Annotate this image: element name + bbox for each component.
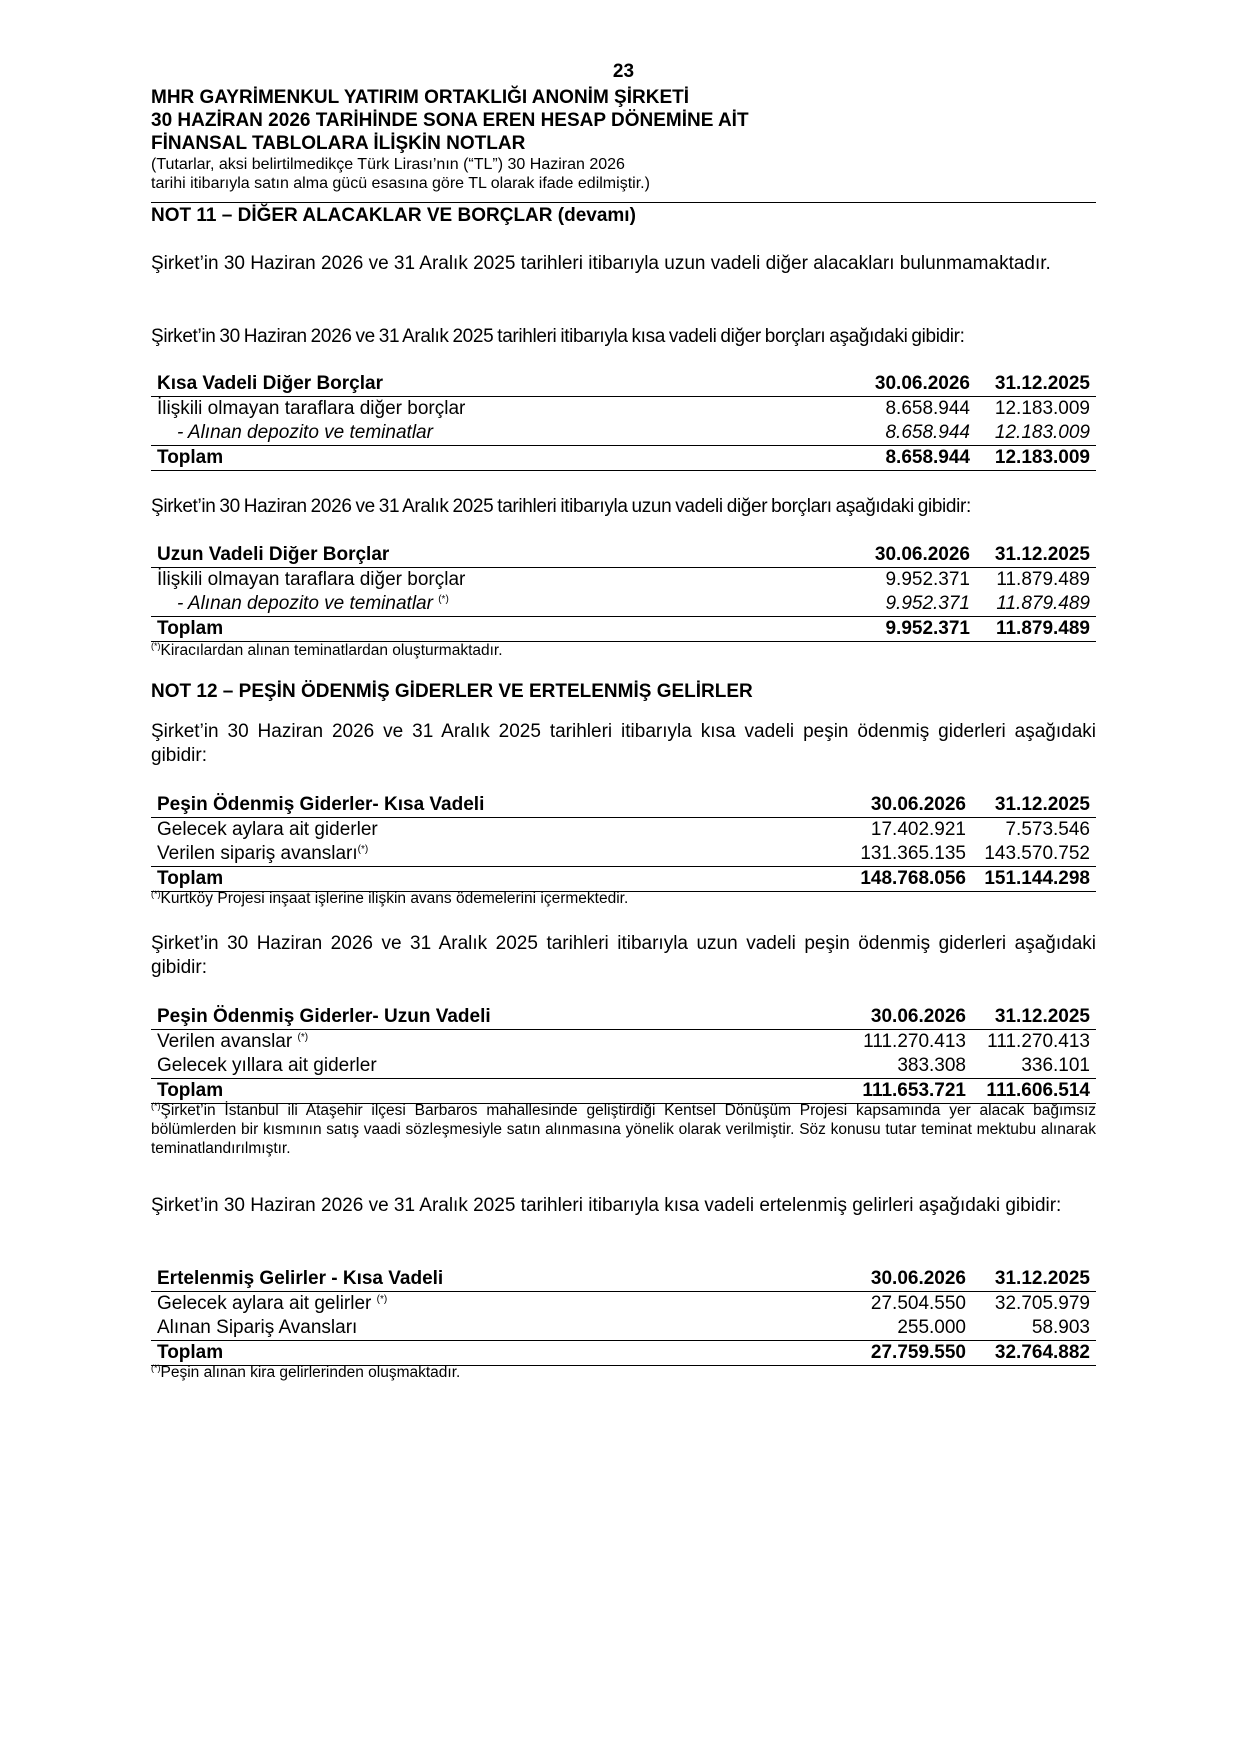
row-value: 383.308 — [897, 1055, 966, 1076]
para-short-term-payables: Şirket’in 30 Haziran 2026 ve 31 Aralık 2025 tarihleri itibarıyla kısa vadeli diğer borçları aşağıdaki gibidir: — [151, 326, 965, 347]
table-header-row — [151, 1005, 1096, 1030]
row-label: - Alınan depozito ve teminatlar — [177, 422, 433, 443]
column-header: 31.12.2025 — [972, 1005, 1096, 1030]
table-row — [151, 421, 1096, 446]
column-header: 31.12.2025 — [976, 543, 1096, 568]
table-row — [151, 1054, 1096, 1079]
table-row — [151, 397, 1096, 422]
table-total-row — [151, 446, 1096, 471]
row-value: 27.504.550 — [870, 1293, 966, 1314]
row-value: 131.365.135 — [860, 843, 966, 864]
document-page — [151, 0, 1096, 1754]
column-header: 31.12.2025 — [976, 372, 1096, 397]
row-value: 17.402.921 — [870, 819, 966, 840]
long-term-other-payables-table — [151, 543, 1096, 642]
row-value: 8.658.944 — [885, 422, 970, 443]
table-title: Kısa Vadeli Diğer Borçlar — [151, 372, 856, 397]
table-title: Peşin Ödenmiş Giderler- Kısa Vadeli — [151, 793, 832, 818]
row-label: İlişkili olmayan taraflara diğer borçlar — [157, 569, 466, 590]
row-label: Gelecek aylara ait gelirler (*) — [157, 1293, 388, 1314]
short-term-other-payables-table — [151, 372, 1096, 471]
total-label: Toplam — [151, 446, 856, 471]
footnote: (*)Şirket’in İstanbul ili Ataşehir ilçesi Barbaros mahallesinde geliştirdiği Kentsel Dönüşüm Projesi kapsamında yer alacak bağımsız bölümlerden bir kısmının satış vaadi sözleşmesiyle satın alınmasına yönelik olarak verilmiştir. Söz konusu tutar teminat mektubu alınarak teminatlandırılmıştır. — [151, 1101, 1096, 1157]
footnote-marker: (*) — [151, 641, 161, 651]
total-label: Toplam — [151, 1079, 832, 1104]
table-total-row — [151, 867, 1096, 892]
table-title: Ertelenmiş Gelirler - Kısa Vadeli — [151, 1267, 842, 1292]
row-value: 12.183.009 — [994, 422, 1090, 443]
footnote-marker: (*) — [151, 1101, 161, 1111]
table-total-row — [151, 1079, 1096, 1104]
row-label: Verilen sipariş avansları(*) — [157, 843, 369, 864]
row-label: Gelecek aylara ait giderler — [157, 819, 378, 840]
row-value: 111.270.413 — [987, 1031, 1090, 1052]
footnote-marker: (*) — [438, 594, 449, 605]
row-value: 9.952.371 — [885, 569, 970, 590]
table-total-row — [151, 1341, 1096, 1366]
row-value: 32.705.979 — [994, 1293, 1090, 1314]
row-label: Verilen avanslar (*) — [157, 1031, 309, 1052]
note-12-heading: NOT 12 – PEŞİN ÖDENMİŞ GİDERLER VE ERTELENMİŞ GELİRLER — [151, 681, 753, 702]
row-value: 58.903 — [1031, 1317, 1090, 1338]
para-long-term-payables: Şirket’in 30 Haziran 2026 ve 31 Aralık 2025 tarihleri itibarıyla uzun vadeli diğer borçları aşağıdaki gibidir: — [151, 496, 971, 517]
column-header: 30.06.2026 — [842, 1267, 972, 1292]
row-value: 12.183.009 — [994, 398, 1090, 419]
table-total-row — [151, 617, 1096, 642]
para-deferred-revenue: Şirket’in 30 Haziran 2026 ve 31 Aralık 2025 tarihleri itibarıyla kısa vadeli ertelenmiş gelirleri aşağıdaki gibidir: — [151, 1195, 1062, 1216]
short-term-prepaid-expenses-table — [151, 793, 1096, 892]
table-row — [151, 1292, 1096, 1317]
header-divider — [151, 202, 1096, 203]
column-header: 31.12.2025 — [972, 1267, 1096, 1292]
column-header: 30.06.2026 — [832, 1005, 972, 1030]
para-long-prepaid-expenses: Şirket’in 30 Haziran 2026 ve 31 Aralık 2025 tarihleri itibarıyla uzun vadeli peşin ödenmiş giderleri aşağıdaki gibidir: — [151, 933, 1096, 978]
table-row — [151, 1316, 1096, 1341]
table-header-row — [151, 1267, 1096, 1292]
footnote: (*)Kiracılardan alınan teminatlardan oluşturmaktadır. — [151, 641, 503, 659]
report-title: FİNANSAL TABLOLARA İLİŞKİN NOTLAR — [151, 133, 526, 154]
row-value: 255.000 — [897, 1317, 966, 1338]
total-value: 148.768.056 — [832, 867, 972, 892]
total-value: 27.759.550 — [842, 1341, 972, 1366]
total-value: 8.658.944 — [856, 446, 976, 471]
document-header — [151, 86, 1096, 193]
footnote-marker: (*) — [357, 844, 369, 855]
row-label: İlişkili olmayan taraflara diğer borçlar — [157, 398, 466, 419]
short-term-deferred-revenue-table — [151, 1267, 1096, 1366]
table-row — [151, 818, 1096, 843]
row-value: 111.270.413 — [863, 1031, 966, 1052]
total-value: 9.952.371 — [856, 617, 976, 642]
total-value: 12.183.009 — [976, 446, 1096, 471]
footnote-marker: (*) — [151, 1363, 161, 1373]
row-value: 11.879.489 — [996, 569, 1090, 590]
currency-note-line1: (Tutarlar, aksi belirtilmedikçe Türk Lirası’nın (“TL”) 30 Haziran 2026 — [151, 156, 625, 173]
footnote-marker: (*) — [297, 1032, 309, 1043]
total-label: Toplam — [151, 867, 832, 892]
table-header-row — [151, 793, 1096, 818]
footnote: (*)Peşin alınan kira gelirlerinden oluşmaktadır. — [151, 1363, 461, 1381]
total-value: 111.606.514 — [972, 1079, 1096, 1104]
long-term-prepaid-expenses-table — [151, 1005, 1096, 1104]
row-value: 9.952.371 — [885, 593, 970, 614]
row-value: 7.573.546 — [1005, 819, 1090, 840]
row-value: 8.658.944 — [885, 398, 970, 419]
row-label: - Alınan depozito ve teminatlar (*) — [177, 593, 449, 614]
table-title: Uzun Vadeli Diğer Borçlar — [151, 543, 856, 568]
column-header: 30.06.2026 — [832, 793, 972, 818]
total-value: 111.653.721 — [832, 1079, 972, 1104]
footnote: (*)Kurtköy Projesi inşaat işlerine ilişkin avans ödemelerini içermektedir. — [151, 889, 629, 907]
total-label: Toplam — [151, 1341, 842, 1366]
footnote-marker: (*) — [376, 1294, 388, 1305]
total-label: Toplam — [151, 617, 856, 642]
total-value: 32.764.882 — [972, 1341, 1096, 1366]
para-short-prepaid-expenses: Şirket’in 30 Haziran 2026 ve 31 Aralık 2025 tarihleri itibarıyla kısa vadeli peşin ödenmiş giderleri aşağıdaki gibidir: — [151, 721, 1096, 766]
row-value: 336.101 — [1021, 1055, 1090, 1076]
row-label: Gelecek yıllara ait giderler — [157, 1055, 377, 1076]
total-value: 11.879.489 — [976, 617, 1096, 642]
table-row — [151, 568, 1096, 593]
total-value: 151.144.298 — [972, 867, 1096, 892]
row-value: 11.879.489 — [996, 593, 1090, 614]
column-header: 30.06.2026 — [856, 543, 976, 568]
report-period: 30 HAZİRAN 2026 TARİHİNDE SONA EREN HESAP DÖNEMİNE AİT — [151, 110, 749, 131]
table-title: Peşin Ödenmiş Giderler- Uzun Vadeli — [151, 1005, 832, 1030]
company-name: MHR GAYRİMENKUL YATIRIM ORTAKLIĞI ANONİM ŞİRKETİ — [151, 87, 690, 108]
row-value: 143.570.752 — [984, 843, 1090, 864]
table-row — [151, 592, 1096, 617]
page-number: 23 — [612, 61, 635, 82]
table-row — [151, 842, 1096, 867]
footnote-marker: (*) — [151, 889, 161, 899]
table-row — [151, 1030, 1096, 1055]
table-header-row — [151, 543, 1096, 568]
para-long-term-receivables: Şirket’in 30 Haziran 2026 ve 31 Aralık 2025 tarihleri itibarıyla uzun vadeli diğer alacakları bulunmamaktadır. — [151, 253, 1051, 274]
column-header: 30.06.2026 — [856, 372, 976, 397]
row-label: Alınan Sipariş Avansları — [157, 1317, 358, 1338]
currency-note-line2: tarihi itibarıyla satın alma gücü esasına göre TL olarak ifade edilmiştir.) — [151, 175, 650, 192]
note-11-heading: NOT 11 – DİĞER ALACAKLAR VE BORÇLAR (devamı) — [151, 205, 636, 226]
column-header: 31.12.2025 — [972, 793, 1096, 818]
table-header-row — [151, 372, 1096, 397]
